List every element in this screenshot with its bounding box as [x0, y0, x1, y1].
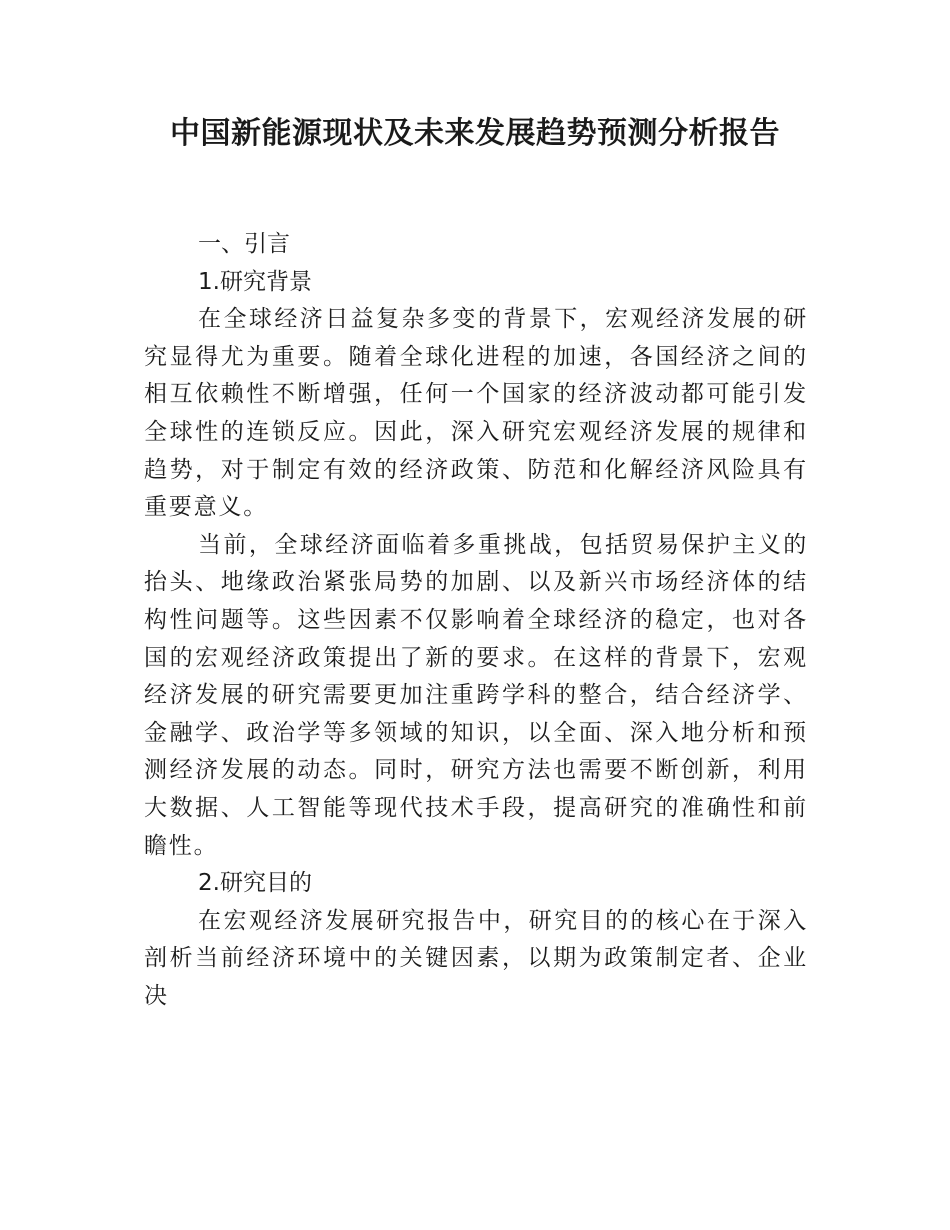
paragraph-purpose-1: 在宏观经济发展研究报告中，研究目的的核心在于深入剖析当前经济环境中的关键因素，以期为政策制定者、企业决: [144, 907, 808, 1009]
document-title: 中国新能源现状及未来发展趋势预测分析报告: [170, 116, 780, 151]
section-heading-introduction: 一、引言: [198, 231, 290, 257]
subsection-heading-research-purpose: 2.研究目的: [198, 870, 312, 897]
paragraph-background-2: 当前，全球经济面临着多重挑战，包括贸易保护主义的抬头、地缘政治紧张局势的加剧、以及新兴市场经济体的结构性问题等。这些因素不仅影响着全球经济的稳定，也对各国的宏观经济政策提出了新的要求。在这样的背景下，宏观经济发展的研究需要更加注重跨学科的整合，结合经济学、金融学、政治学等多领域的知识，以全面、深入地分析和预测经济发展的动态。同时，研究方法也需要不断创新，利用大数据、人工智能等现代技术手段，提高研究的准确性和前瞻性。: [144, 531, 808, 859]
document-body: [144, 226, 808, 1015]
subsection-heading-research-background: 1.研究背景: [198, 268, 312, 295]
paragraph-background-1: 在全球经济日益复杂多变的背景下，宏观经济发展的研究显得尤为重要。随着全球化进程的加速，各国经济之间的相互依赖性不断增强，任何一个国家的经济波动都可能引发全球性的连锁反应。因此，深入研究宏观经济发展的规律和趋势，对于制定有效的经济政策、防范和化解经济风险具有重要意义。: [144, 306, 808, 521]
